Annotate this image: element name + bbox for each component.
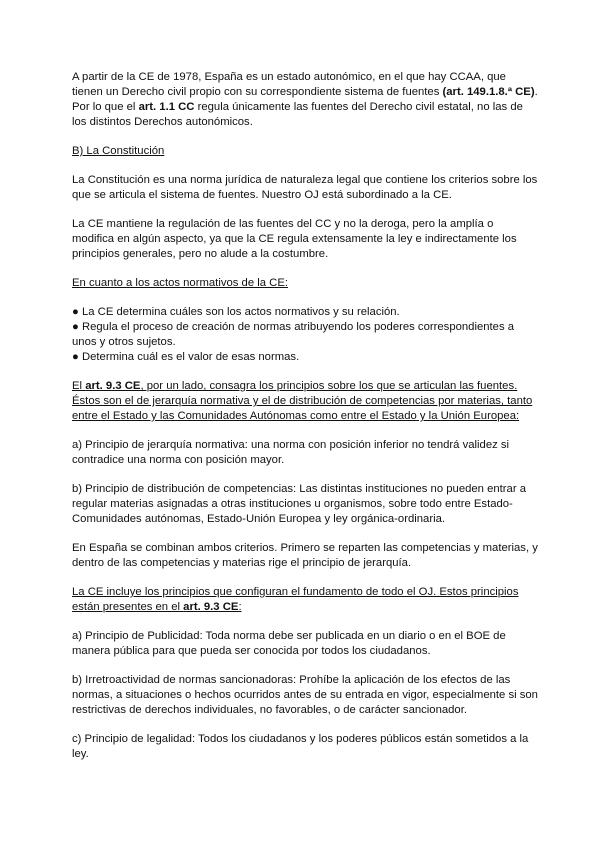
text-run: La CE incluye los principios que configuran el fundamento de todo el OJ. Estos principios están presentes en el (72, 586, 519, 613)
paragraph-constitucion: La Constitución es una norma jurídica de naturaleza legal que contiene los criterios sobre los que se articula el sistema de fuentes. Nuestro OJ está subordinado a la CE. (72, 174, 538, 201)
subheading-actos-normativos: En cuanto a los actos normativos de la CE: (72, 277, 289, 289)
list-item: ● La CE determina cuáles son los actos normativos y su relación. (72, 306, 400, 318)
text-run: A partir de la CE de 1978, España es un estado autonómico, en el que hay CCAA, que tienen un Derecho civil propio con su correspondiente sistema de fuentes (72, 71, 506, 98)
list-item: ● Regula el proceso de creación de normas atribuyendo los poderes correspondientes a unos y otros sujetos. (72, 321, 515, 348)
paragraph-irretroactividad: b) Irretroactividad de normas sancionadoras: Prohíbe la aplicación de los efectos de las normas, a situaciones o hechos ocurridos antes de su entrada en vigor, especialmente si son restrictivas de derechos individuales, no favorables, o de carácter sancionador. (72, 674, 538, 716)
paragraph-combinacion: En España se combinan ambos criterios. Primero se reparten las competencias y materias, y dentro de las competencias y materias rige el principio de jerarquía. (72, 542, 538, 569)
paragraph-ccaa (72, 70, 538, 130)
bold-citation: art. 9.3 CE (183, 601, 239, 613)
bold-citation: art. 9.3 CE (85, 380, 141, 392)
text-run: El (72, 380, 86, 392)
paragraph-publicidad: a) Principio de Publicidad: Toda norma debe ser publicada en un diario o en el BOE de manera pública para que pueda ser conocida por todos los ciudadanos. (72, 630, 506, 657)
paragraph-legalidad: c) Principio de legalidad: Todos los ciudadanos y los poderes públicos están sometidos a la ley. (72, 733, 529, 760)
paragraph-regulacion-fuentes: La CE mantiene la regulación de las fuentes del CC y no la deroga, pero la amplía o modifica en algún aspecto, ya que la CE regula extensamente la ley e indirectamente los principios generales, pero no alude a la costumbre. (72, 218, 517, 260)
text-run: . Por lo que el (72, 86, 538, 113)
section-heading-constitucion: B) La Constitución (72, 145, 165, 157)
paragraph-distribucion: b) Principio de distribución de competencias: Las distintas instituciones no pueden entrar a regular materias asignadas a otras instituciones u organismos, sobre todo entre Estado-Comunidades autónomas, Estado-Unión Europea y ley orgánica-ordinaria. (72, 483, 527, 525)
bold-citation: (art. 149.1.8.ª CE) (442, 86, 535, 98)
text-run: regula únicamente las fuentes del Derecho civil estatal, no las de los distintos Derechos autonómicos. (72, 101, 523, 128)
paragraph-art-9-3 (72, 379, 538, 424)
paragraph-principios (72, 585, 538, 615)
document-page (72, 70, 538, 762)
bold-citation: art. 1.1 CC (138, 101, 195, 113)
list-item: ● Determina cuál es el valor de esas normas. (72, 351, 300, 363)
paragraph-jerarquia: a) Principio de jerarquía normativa: una norma con posición inferior no tendrá validez si contradice una norma con posición mayor. (72, 439, 510, 466)
bullet-list (72, 305, 538, 365)
text-run: , por un lado, consagra los principios sobre los que se articulan las fuentes. Éstos son el de jerarquía normativa y el de distribución de competencias por materias, tanto entre el Estado y las Comunidades Autónomas como entre el Estado y la Unión Europea: (72, 380, 533, 422)
text-run: : (238, 601, 242, 613)
